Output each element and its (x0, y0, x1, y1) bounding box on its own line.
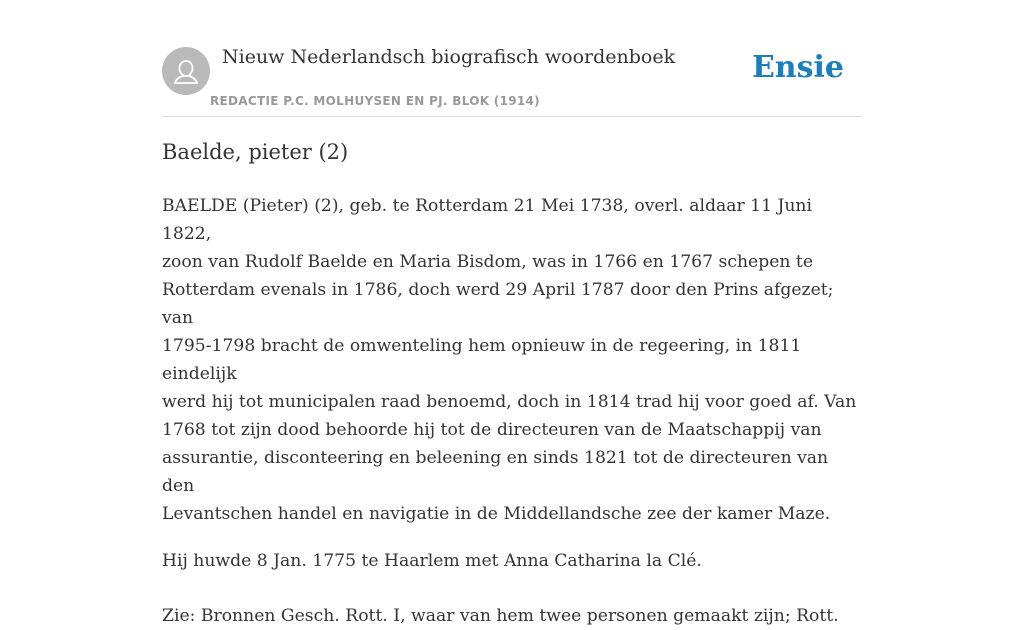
site-header (162, 0, 862, 117)
brand-logo[interactable]: Ensie (751, 50, 844, 85)
entry-body (162, 192, 862, 630)
page-title: Baelde, pieter (2) (162, 140, 349, 164)
book-title[interactable]: Nieuw Nederlandsch biografisch woordenboek (222, 46, 676, 68)
entry-paragraph: Zie: Bronnen Gesch. Rott. I, waar van hem twee personen gemaakt zijn; Rott. (162, 606, 839, 626)
book-editors: REDACTIE P.C. MOLHUYSEN EN PJ. BLOK (1914) (210, 94, 540, 108)
user-silhouette-icon (162, 47, 210, 95)
entry-paragraph: BAELDE (Pieter) (2), geb. te Rotterdam 21 Mei 1738, overl. aldaar 11 Juni 1822, zoon van Rudolf Baelde en Maria Bisdom, was in 1766 en 1767 schepen te Rotterdam evenals in 1786, doch werd 29 April 1787 door den Prins afgezet; van 1795-1798 bracht de omwenteling hem opnieuw in de regeering, in 1811 eindelijk werd hij tot municipalen raad benoemd, doch in 1814 trad hij voor goed af. Van 1768 tot zijn dood behoorde hij tot de directeuren van de Maatschappij van assurantie, disconteering en beleening en sinds 1821 tot de directeuren van den Levantschen handel en navigatie in de Middellandsche zee der kamer Maze. (162, 196, 857, 524)
avatar[interactable] (162, 47, 210, 95)
entry-paragraph: Hij huwde 8 Jan. 1775 te Haarlem met Anna Catharina la Clé. (162, 551, 702, 571)
